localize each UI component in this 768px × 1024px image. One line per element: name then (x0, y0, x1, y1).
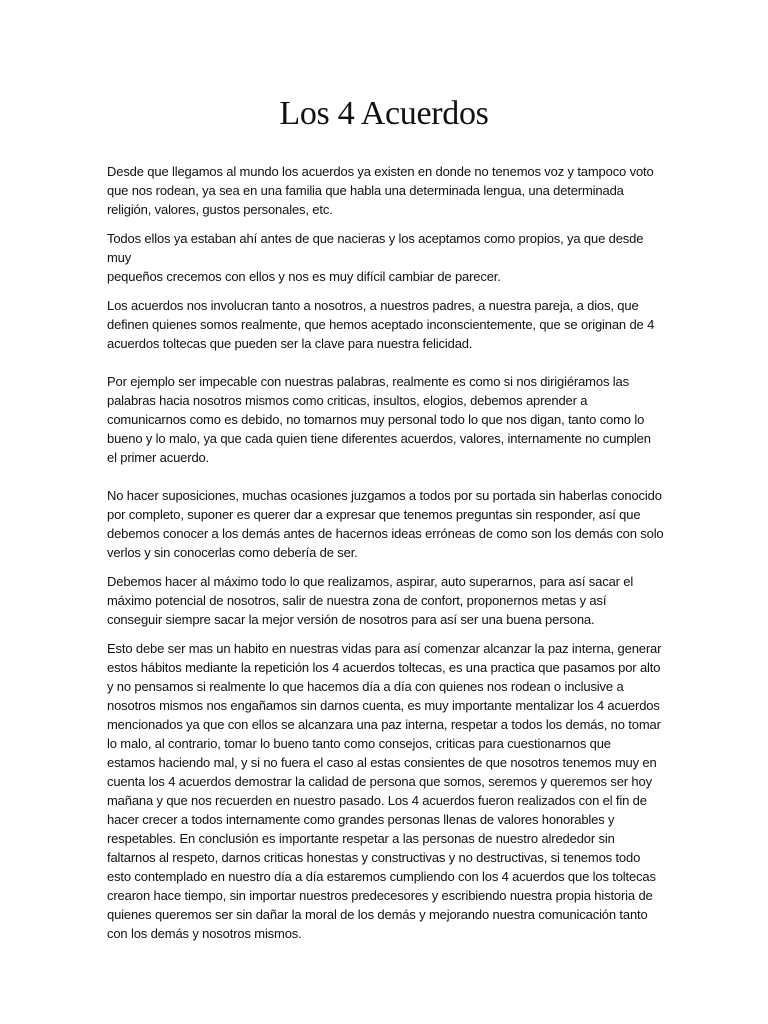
paragraph: Todos ellos ya estaban ahí antes de que nacieras y los aceptamos como propios, ya que desde muy pequeños crecemos con ellos y nos es muy difícil cambiar de parecer. (107, 231, 644, 284)
paragraph-spacer (107, 286, 665, 296)
document-body (107, 162, 665, 943)
paragraph: Esto debe ser mas un habito en nuestras vidas para así comenzar alcanzar la paz interna, generar estos hábitos mediante la repetición los 4 acuerdos toltecas, es una practica que pasamos por alto y no pensamos si realmente lo que hacemos día a día con quienes nos rodean o inclusive a nosotros mismos nos engañamos sin darnos cuenta, es muy importante mentalizar los 4 acuerdos mencionados ya que con ellos se alcanzara una paz interna, respetar a todos los demás, no tomar lo malo, al contrario, tomar lo bueno tanto como consejos, criticas para cuestionarnos que estamos haciendo mal, y si no fuera el caso al estas consientes de que nosotros tenemos muy en cuenta los 4 acuerdos demostrar la calidad de persona que somos, seremos y queremos ser hoy mañana y que nos recuerden en nuestro pasado. Los 4 acuerdos fueron realizados con el fin de hacer crecer a todos internamente como grandes personas llenas de valores honorables y respetables. En conclusión es importante respetar a las personas de nuestro alrededor sin faltarnos al respeto, darnos criticas honestas y constructivas y no destructivas, si tenemos todo esto contemplado en nuestro día a día estaremos cumpliendo con los 4 acuerdos que los toltecas crearon hace tiempo, sin importar nuestros predecesores y escribiendo nuestra propia historia de quienes queremos ser sin dañar la moral de los demás y mejorando nuestra comunicación tanto con los demás y nosotros mismos. (107, 641, 662, 941)
paragraph: Los acuerdos nos involucran tanto a nosotros, a nuestros padres, a nuestra pareja, a dios, que definen quienes somos realmente, que hemos aceptado inconscientemente, que se originan de 4 acuerdos toltecas que pueden ser la clave para nuestra felicidad. (107, 298, 655, 351)
paragraph-spacer (107, 562, 665, 572)
paragraph-spacer (107, 629, 665, 639)
paragraph-spacer (107, 353, 665, 372)
document-title: Los 4 Acuerdos (279, 95, 489, 132)
paragraph: Desde que llegamos al mundo los acuerdos ya existen en donde no tenemos voz y tampoco voto que nos rodean, ya sea en una familia que habla una determinada lengua, una determinada religión, valores, gustos personales, etc. (107, 164, 654, 217)
paragraph: Debemos hacer al máximo todo lo que realizamos, aspirar, auto superarnos, para así sacar el máximo potencial de nosotros, salir de nuestra zona de confort, proponernos metas y así conseguir siempre sacar la mejor versión de nosotros para así ser una buena persona. (107, 574, 634, 627)
paragraph: Por ejemplo ser impecable con nuestras palabras, realmente es como si nos dirigiéramos las palabras hacia nosotros mismos como criticas, insultos, elogios, debemos aprender a comunicarnos como es debido, no tomarnos muy personal todo lo que nos digan, tanto como lo bueno y lo malo, ya que cada quien tiene diferentes acuerdos, valores, internamente no cumplen el primer acuerdo. (107, 374, 651, 465)
paragraph-spacer (107, 219, 665, 229)
paragraph: No hacer suposiciones, muchas ocasiones juzgamos a todos por su portada sin haberlas conocido por completo, suponer es querer dar a expresar que tenemos preguntas sin responder, así que debemos conocer a los demás antes de hacernos ideas erróneas de como son los demás con solo verlos y sin conocerlas como debería de ser. (107, 488, 664, 560)
paragraph-spacer (107, 467, 665, 486)
